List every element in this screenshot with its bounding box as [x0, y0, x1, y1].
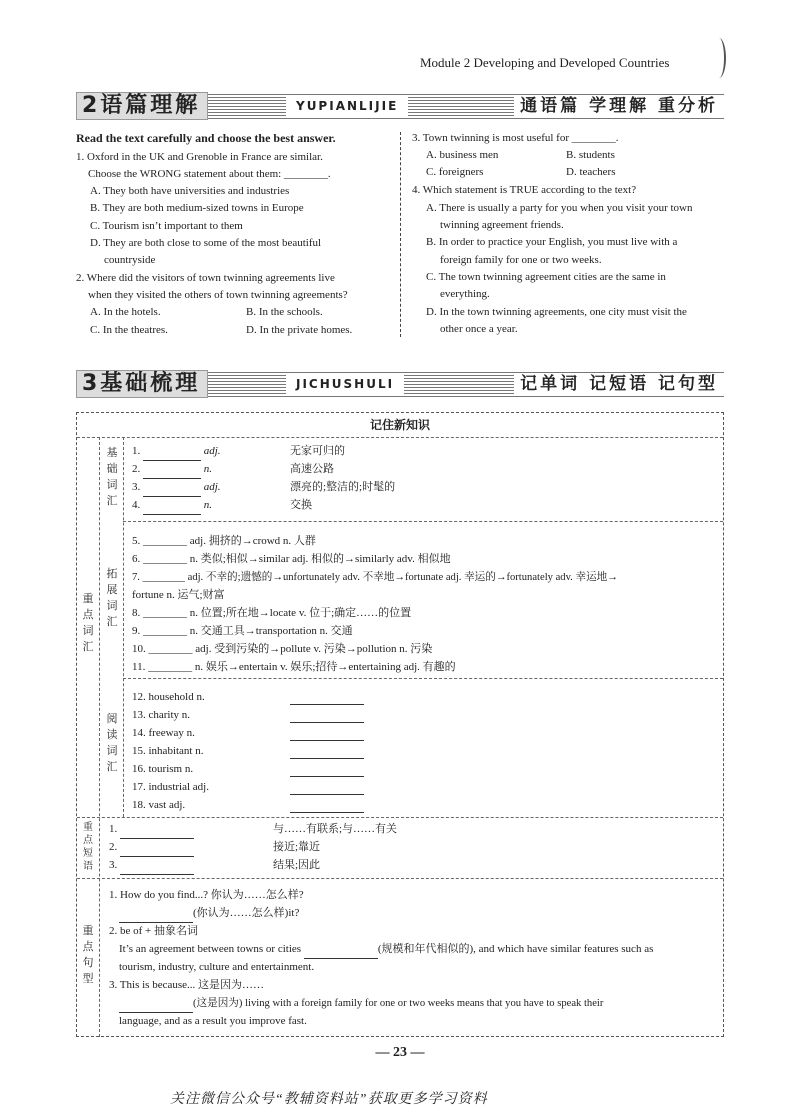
- basic-cn-1: 无家可归的: [290, 445, 345, 457]
- section3-banner: [76, 370, 724, 398]
- q2-option-d: D. In the private homes.: [246, 324, 353, 336]
- sentence-2: 2. be of + 抽象名词: [109, 925, 198, 937]
- q1-line2: Choose the WRONG statement about them: ________.: [88, 168, 331, 180]
- read-row-15: 15. inhabitant n.: [132, 745, 204, 757]
- answer-blank[interactable]: [290, 747, 364, 759]
- sentence-1-hint: (你认为……怎么样)it?: [193, 907, 300, 919]
- q2-option-a: A. In the hotels.: [90, 306, 161, 318]
- sentence-2-line3: tourism, industry, culture and entertainment.: [119, 961, 315, 973]
- read-row-13: 13. charity n.: [132, 709, 191, 721]
- section3-slogan: 记单词 记短语 记句型: [514, 373, 724, 395]
- basic-pos: adj.: [203, 445, 221, 457]
- read-row-14: 14. freeway n.: [132, 727, 195, 739]
- q2-line2: when they visited the others of town twinning agreements?: [88, 289, 348, 301]
- q4-option-d-cont: other once a year.: [440, 323, 518, 335]
- hline-title: [77, 437, 723, 438]
- answer-blank[interactable]: [143, 485, 201, 497]
- answer-blank[interactable]: [119, 911, 193, 923]
- q4-option-b: B. In order to practice your English, you must live with a: [426, 236, 678, 248]
- phrase-cn-3: 结果;因此: [273, 859, 321, 871]
- q4-option-a-cont: twinning agreement friends.: [440, 219, 564, 231]
- label-phrase: 重点短语: [83, 822, 93, 872]
- basic-num: 1.: [132, 445, 141, 457]
- q2-option-b: B. In the schools.: [246, 306, 323, 318]
- section2-title: 2语篇理解: [82, 93, 201, 118]
- answer-blank[interactable]: [290, 693, 364, 705]
- phrase-cn-1: 与……有联系;与……有关: [273, 823, 398, 835]
- basic-row-2: [132, 461, 212, 479]
- answer-blank[interactable]: [290, 711, 364, 723]
- knowledge-table: [76, 412, 724, 1037]
- expand-row-7: 7. ________ adj. 不幸的;遗憾的→unfortunately adv. 不幸地→fortunate adj. 幸运的→fortunately adv. 幸运地→: [132, 572, 618, 583]
- instruction: Read the text carefully and choose the best answer.: [76, 131, 336, 145]
- hline-phrase: [77, 878, 723, 879]
- q1-option-c: C. Tourism isn’t important to them: [90, 220, 243, 232]
- label-sentence: 重点句型: [82, 924, 94, 985]
- basic-cn-3: 漂亮的;整洁的;时髦的: [290, 481, 396, 493]
- phrase-num: 2.: [109, 841, 118, 853]
- sentence-2-text: It’s an agreement between towns or cities: [119, 943, 302, 955]
- q1-option-b: B. They are both medium-sized towns in Europe: [90, 202, 304, 214]
- answer-blank[interactable]: [290, 801, 364, 813]
- expand-row-9: 9. ________ n. 交通工具→transportation n. 交通: [132, 625, 353, 637]
- q1-option-d-cont: countryside: [104, 254, 156, 266]
- read-row-17: 17. industrial adj.: [132, 781, 209, 793]
- phrase-row-3: [109, 857, 194, 875]
- phrase-row-1: [109, 821, 194, 839]
- section2-slogan: 通语篇 学理解 重分析: [514, 95, 724, 117]
- basic-pos: n.: [203, 499, 212, 511]
- phrase-num: 3.: [109, 859, 118, 871]
- page-number: — 23 —: [375, 1045, 425, 1060]
- section2-banner: [76, 92, 724, 120]
- label-expand: 拓展词汇: [106, 567, 118, 628]
- basic-row-3: [132, 479, 221, 497]
- sentence-3-line3: language, and as a result you improve fast.: [119, 1015, 307, 1027]
- read-row-18: 18. vast adj.: [132, 799, 186, 811]
- answer-blank[interactable]: [290, 729, 364, 741]
- section3-title: 3基础梳理: [82, 371, 201, 396]
- sentence-3-hint: (这是因为) living with a foreign family for one or two weeks means that you have to speak their: [193, 998, 604, 1009]
- label-read: 阅读词汇: [106, 712, 118, 773]
- phrase-row-2: [109, 839, 194, 857]
- read-row-16: 16. tourism n.: [132, 763, 194, 775]
- read-row-12: 12. household n.: [132, 691, 205, 703]
- answer-blank[interactable]: [119, 1001, 193, 1013]
- answer-blank[interactable]: [120, 827, 194, 839]
- basic-num: 3.: [132, 481, 141, 493]
- answer-blank[interactable]: [120, 845, 194, 857]
- section2-pinyin: YUPIANLIJIE: [286, 95, 408, 117]
- expand-row-7-cont: fortune n. 运气;财富: [132, 589, 225, 601]
- vline-inner-label: [123, 437, 124, 817]
- column-divider: [400, 132, 401, 337]
- sentence-1-line2: [119, 905, 299, 923]
- sentence-2-hint: (规模和年代相似的), and which have similar features such as: [377, 943, 654, 955]
- sentence-3-line2: [119, 995, 603, 1013]
- q4: 4. Which statement is TRUE according to the text?: [412, 184, 637, 196]
- answer-blank[interactable]: [143, 467, 201, 479]
- sentence-1: 1. How do you find...? 你认为……怎么样?: [109, 889, 304, 901]
- basic-row-4: [132, 497, 212, 515]
- section3-pinyin: JICHUSHULI: [286, 373, 404, 395]
- answer-blank[interactable]: [143, 449, 201, 461]
- answer-blank[interactable]: [290, 765, 364, 777]
- expand-row-8: 8. ________ n. 位置;所在地→locate v. 位于;确定……的位置: [132, 607, 412, 619]
- q1: 1. Oxford in the UK and Grenoble in France are similar.: [76, 151, 323, 163]
- q4-option-b-cont: foreign family for one or two weeks.: [440, 254, 602, 266]
- phrase-cn-2: 接近;靠近: [273, 841, 321, 853]
- expand-row-10: 10. ________ adj. 受到污染的→pollute v. 污染→pollution n. 污染: [132, 643, 433, 655]
- expand-row-5: 5. ________ adj. 拥挤的→crowd n. 人群: [132, 535, 316, 547]
- q1-option-d: D. They are both close to some of the most beautiful: [90, 237, 322, 249]
- q3-option-d: D. teachers: [566, 166, 616, 178]
- basic-num: 2.: [132, 463, 141, 475]
- q2-option-c: C. In the theatres.: [90, 324, 168, 336]
- q4-option-d: D. In the town twinning agreements, one city must visit the: [426, 306, 687, 318]
- hline-expand: [123, 678, 723, 679]
- basic-pos: adj.: [203, 481, 221, 493]
- q4-option-c-cont: everything.: [440, 288, 490, 300]
- basic-cn-4: 交换: [290, 499, 312, 511]
- bottom-note: 关注微信公众号“教辅资料站”获取更多学习资料: [170, 1092, 488, 1107]
- q4-option-a: A. There is usually a party for you when you visit your town: [426, 202, 693, 214]
- bracket-decoration: [712, 38, 726, 78]
- expand-row-6: 6. ________ n. 类似;相似→similar adj. 相似的→similarly adv. 相似地: [132, 553, 451, 565]
- sentence-3: 3. This is because... 这是因为……: [109, 979, 265, 991]
- hline-basic: [123, 521, 723, 522]
- q1-option-a: A. They both have universities and industries: [90, 185, 290, 197]
- vline-outer-label: [99, 437, 100, 1037]
- q3-option-c: C. foreigners: [426, 166, 484, 178]
- basic-pos: n.: [203, 463, 212, 475]
- q4-option-c: C. The town twinning agreement cities are the same in: [426, 271, 666, 283]
- table-title: 记住新知识: [369, 418, 430, 432]
- answer-blank[interactable]: [304, 947, 378, 959]
- basic-cn-2: 高速公路: [290, 463, 334, 475]
- basic-row-1: [132, 443, 221, 461]
- q3-option-a: A. business men: [426, 149, 499, 161]
- answer-blank[interactable]: [290, 783, 364, 795]
- hline-vocab: [77, 817, 723, 818]
- phrase-num: 1.: [109, 823, 118, 835]
- basic-num: 4.: [132, 499, 141, 511]
- module-header: Module 2 Developing and Developed Countries: [420, 55, 670, 70]
- label-basic: 基础词汇: [106, 446, 118, 507]
- sentence-2-line2: [119, 941, 653, 959]
- answer-blank[interactable]: [143, 503, 201, 515]
- q3: 3. Town twinning is most useful for ________.: [412, 132, 619, 144]
- q2: 2. Where did the visitors of town twinning agreements live: [76, 272, 335, 284]
- q3-option-b: B. students: [566, 149, 615, 161]
- label-vocab: 重点词汇: [82, 592, 94, 653]
- expand-row-11: 11. ________ n. 娱乐→entertain v. 娱乐;招待→entertaining adj. 有趣的: [132, 661, 456, 673]
- answer-blank[interactable]: [120, 863, 194, 875]
